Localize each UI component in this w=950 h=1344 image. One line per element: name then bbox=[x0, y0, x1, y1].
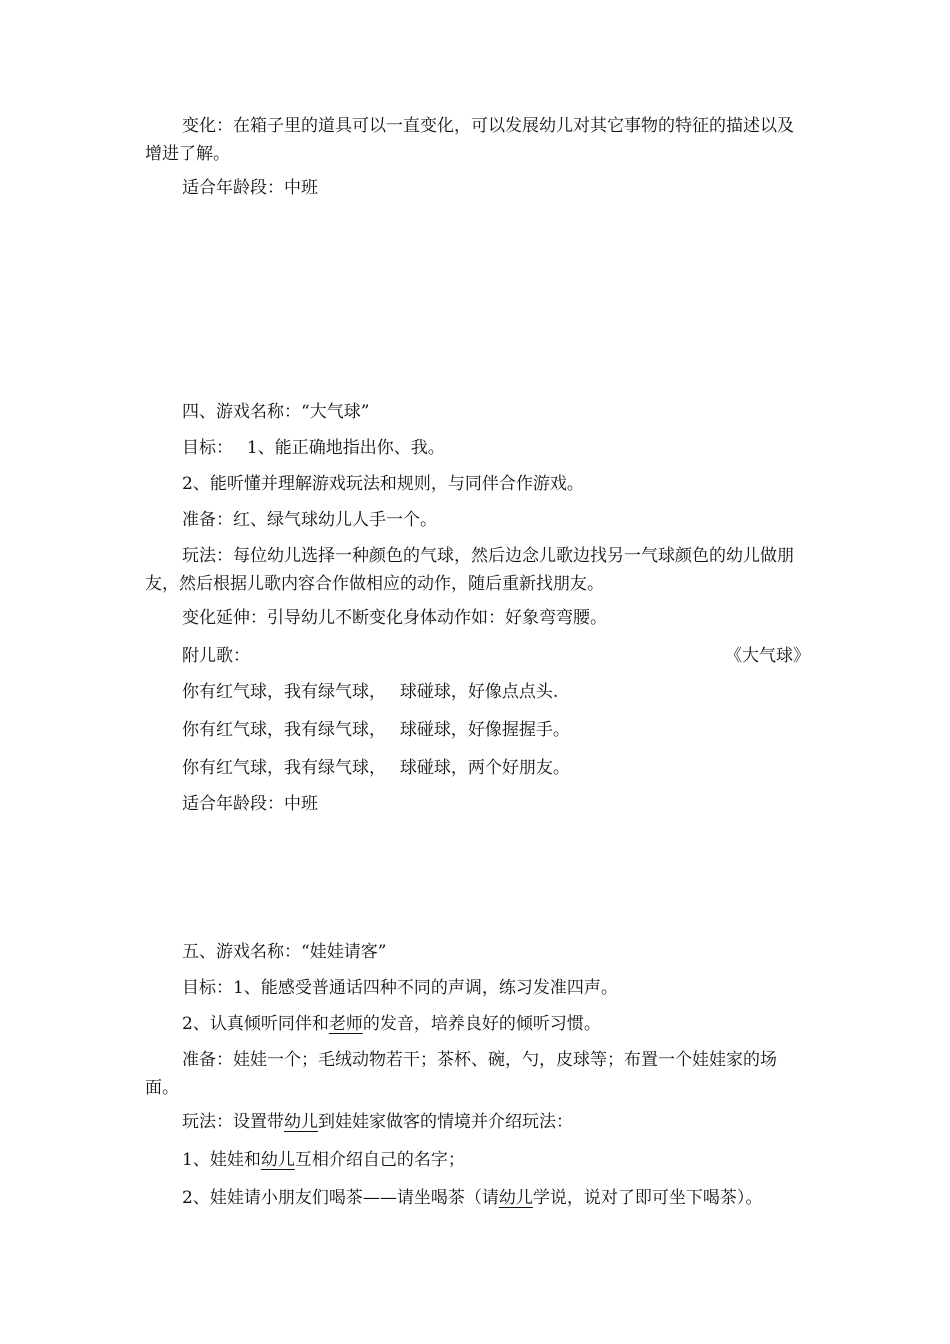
song-line: 你有红气球，我有绿气球， 球碰球，好像握握手。 bbox=[182, 720, 570, 740]
section-heading: 五、游戏名称：“娃娃请客” bbox=[182, 942, 387, 962]
paragraph-age: 适合年龄段：中班 bbox=[182, 794, 318, 814]
song-title: 《大气球》 bbox=[725, 646, 810, 666]
paragraph-step bbox=[145, 1184, 810, 1212]
link-text[interactable]: 幼儿 bbox=[498, 1188, 533, 1208]
link-text[interactable]: 幼儿 bbox=[284, 1112, 318, 1132]
paragraph-goal: 2、能听懂并理解游戏玩法和规则，与同伴合作游戏。 bbox=[182, 474, 584, 494]
text-run: 到娃娃家做客的情境并介绍玩法： bbox=[318, 1112, 573, 1132]
paragraph-age: 适合年龄段：中班 bbox=[182, 178, 318, 198]
text-run: 玩法：设置带 bbox=[182, 1112, 284, 1132]
section-heading: 四、游戏名称：“大气球” bbox=[182, 402, 370, 422]
song-header bbox=[145, 642, 810, 670]
paragraph-prep: 准备：红、绿气球幼儿人手一个。 bbox=[182, 510, 437, 530]
text-run: 互相介绍自己的名字； bbox=[294, 1150, 465, 1170]
song-line: 你有红气球，我有绿气球， 球碰球，两个好朋友。 bbox=[182, 758, 570, 778]
link-text[interactable]: 幼儿 bbox=[260, 1150, 295, 1170]
link-text[interactable]: 老师 bbox=[328, 1014, 363, 1034]
song-label: 附儿歌： bbox=[182, 646, 250, 666]
paragraph-goal bbox=[145, 1010, 810, 1038]
text-run: 的发音，培养良好的倾听习惯。 bbox=[362, 1014, 601, 1034]
paragraph-step bbox=[145, 1146, 810, 1174]
paragraph-play: 玩法：每位幼儿选择一种颜色的气球，然后边念儿歌边找另一气球颜色的幼儿做朋友，然后根据儿歌内容合作做相应的动作，随后重新找朋友。 bbox=[145, 546, 794, 594]
paragraph-change: 变化：在箱子里的道具可以一直变化，可以发展幼儿对其它事物的特征的描述以及增进了解。 bbox=[145, 116, 794, 164]
paragraph-variation: 变化延伸：引导幼儿不断变化身体动作如：好象弯弯腰。 bbox=[182, 608, 607, 628]
paragraph-goal: 目标：1、能感受普通话四种不同的声调，练习发准四声。 bbox=[182, 978, 618, 998]
text-run: 1、娃娃和 bbox=[182, 1150, 261, 1170]
song-line: 你有红气球，我有绿气球， 球碰球，好像点点头. bbox=[182, 682, 559, 702]
text-run: 2、娃娃请小朋友们喝茶——请坐喝茶（请 bbox=[182, 1188, 499, 1208]
text-run: 2、认真倾听同伴和 bbox=[182, 1014, 329, 1034]
paragraph-play bbox=[145, 1108, 810, 1136]
paragraph-prep: 准备：娃娃一个；毛绒动物若干；茶杯、碗，勺，皮球等；布置一个娃娃家的场面。 bbox=[145, 1050, 777, 1098]
paragraph-goal: 目标： 1、能正确地指出你、我。 bbox=[182, 438, 445, 458]
text-run: 学说，说对了即可坐下喝茶）。 bbox=[532, 1188, 763, 1208]
